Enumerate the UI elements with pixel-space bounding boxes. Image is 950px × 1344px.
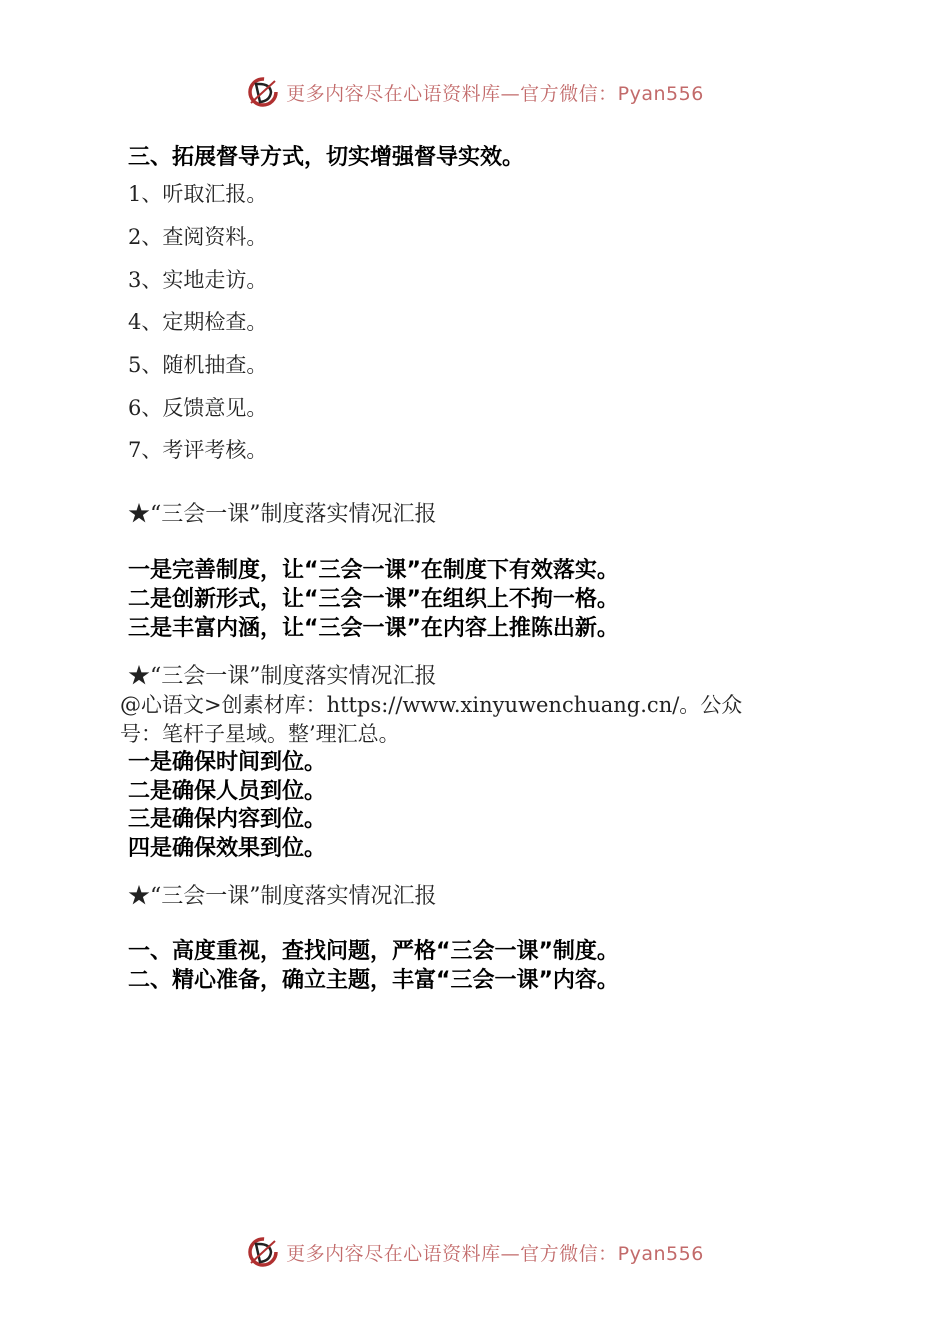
list-item: 7、考评考核。 [128, 438, 268, 462]
brush-d-logo-icon [246, 75, 280, 109]
report2-title: ★“三会一课”制度落实情况汇报 [128, 664, 437, 689]
list-item: 1、听取汇报。 [128, 182, 268, 206]
banner-caption: 更多内容尽在心语资料库—官方微信： [286, 82, 618, 105]
banner-text [286, 1239, 704, 1266]
report2-point: 一是确保时间到位。 [128, 750, 327, 775]
brush-d-logo-icon [246, 1235, 280, 1269]
report2-point: 二是确保人员到位。 [128, 779, 327, 804]
report3-title: ★“三会一课”制度落实情况汇报 [128, 884, 437, 909]
header-banner [0, 72, 950, 112]
source-note-line1: @心语文>创素材库：https://www.xinyuwenchuang.cn/。公众 [120, 693, 743, 717]
report1-point: 一是完善制度，让“三会一课”在制度下有效落实。 [128, 558, 619, 583]
section3-heading: 三、拓展督导方式，切实增强督导实效。 [128, 145, 525, 170]
report1-point: 二是创新形式，让“三会一课”在组织上不拘一格。 [128, 587, 619, 612]
list-item: 3、实地走访。 [128, 268, 268, 292]
banner-text [286, 79, 704, 106]
report1-title: ★“三会一课”制度落实情况汇报 [128, 502, 437, 527]
banner-wechat-id: Pyan556 [617, 1242, 704, 1265]
footer-banner [0, 1232, 950, 1272]
source-note-line2: 号：笔杆子星域。整’理汇总。 [120, 722, 400, 746]
list-item: 6、反馈意见。 [128, 396, 268, 420]
list-item: 2、查阅资料。 [128, 225, 268, 249]
banner-caption: 更多内容尽在心语资料库—官方微信： [286, 1242, 618, 1265]
report2-point: 三是确保内容到位。 [128, 807, 327, 832]
report1-point: 三是丰富内涵，让“三会一课”在内容上推陈出新。 [128, 616, 619, 641]
report3-point: 二、精心准备，确立主题，丰富“三会一课”内容。 [128, 968, 619, 993]
report3-point: 一、高度重视，查找问题，严格“三会一课”制度。 [128, 939, 619, 964]
list-item: 5、随机抽查。 [128, 353, 268, 377]
list-item: 4、定期检查。 [128, 310, 268, 334]
report2-point: 四是确保效果到位。 [128, 836, 327, 861]
banner-wechat-id: Pyan556 [617, 82, 704, 105]
